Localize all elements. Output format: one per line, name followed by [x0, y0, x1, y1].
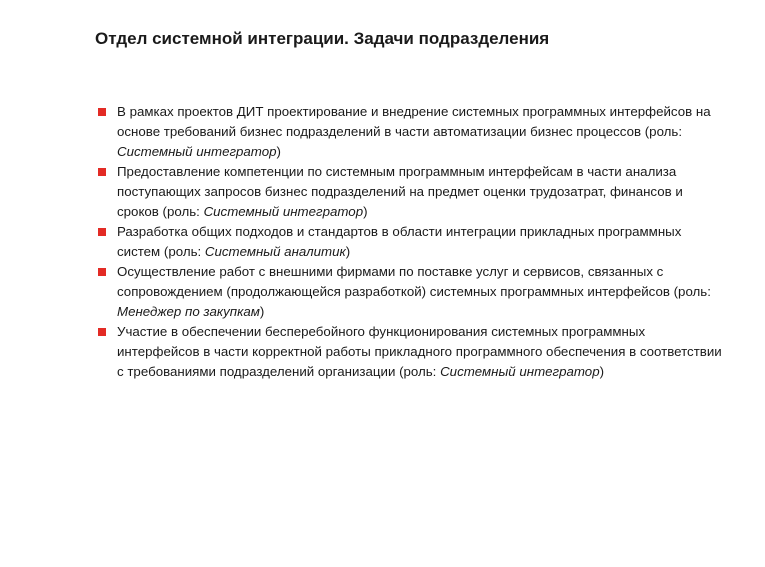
bullet-square-icon	[98, 268, 106, 276]
bullet-role: Системный интегратор	[440, 364, 600, 379]
bullet-suffix: )	[276, 144, 281, 159]
bullet-item-2	[97, 162, 722, 222]
bullet-role: Системный интегратор	[117, 144, 277, 159]
bullet-square-icon	[98, 168, 106, 176]
bullet-role: Системный аналитик	[204, 244, 346, 259]
bullet-list	[97, 102, 722, 382]
bullet-role: Менеджер по закупкам	[117, 304, 260, 319]
bullet-text: В рамках проектов ДИТ проектирование и внедрение системных программных интерфейсов на основе требований бизнес подразделений в части автоматизации бизнес процессов (роль:	[117, 104, 711, 139]
slide-title: Отдел системной интеграции. Задачи подразделения	[95, 29, 550, 48]
bullet-suffix: )	[599, 364, 605, 379]
bullet-item-5	[97, 322, 722, 382]
bullet-item-3	[97, 222, 722, 262]
bullet-item-4	[97, 262, 722, 322]
bullet-suffix: )	[345, 244, 351, 259]
bullet-square-icon	[98, 108, 106, 116]
bullet-square-icon	[98, 328, 106, 336]
bullet-text: Участие в обеспечении бесперебойного функционирования системных программных интерфейсов в части корректной работы прикладного программного обеспечения в соответствии с требованиями подразделений организации (роль:	[117, 324, 722, 379]
bullet-suffix: )	[259, 304, 265, 319]
bullet-text: Осуществление работ с внешними фирмами по поставке услуг и сервисов, связанных с сопровождением (продолжающейся разработкой) системных программных интерфейсов (роль:	[117, 264, 711, 299]
bullet-item-1	[97, 102, 722, 162]
bullet-suffix: )	[363, 204, 368, 219]
bullet-role: Системный интегратор	[203, 204, 364, 219]
bullet-square-icon	[98, 228, 106, 236]
bullet-text: Предоставление компетенции по системным программным интерфейсам в части анализа поступающих запросов бизнес подразделений на предмет оценки трудозатрат, финансов и сроков (роль:	[117, 164, 683, 219]
bullet-text: Разработка общих подходов и стандартов в области интеграции прикладных программных систем (роль:	[117, 224, 682, 259]
